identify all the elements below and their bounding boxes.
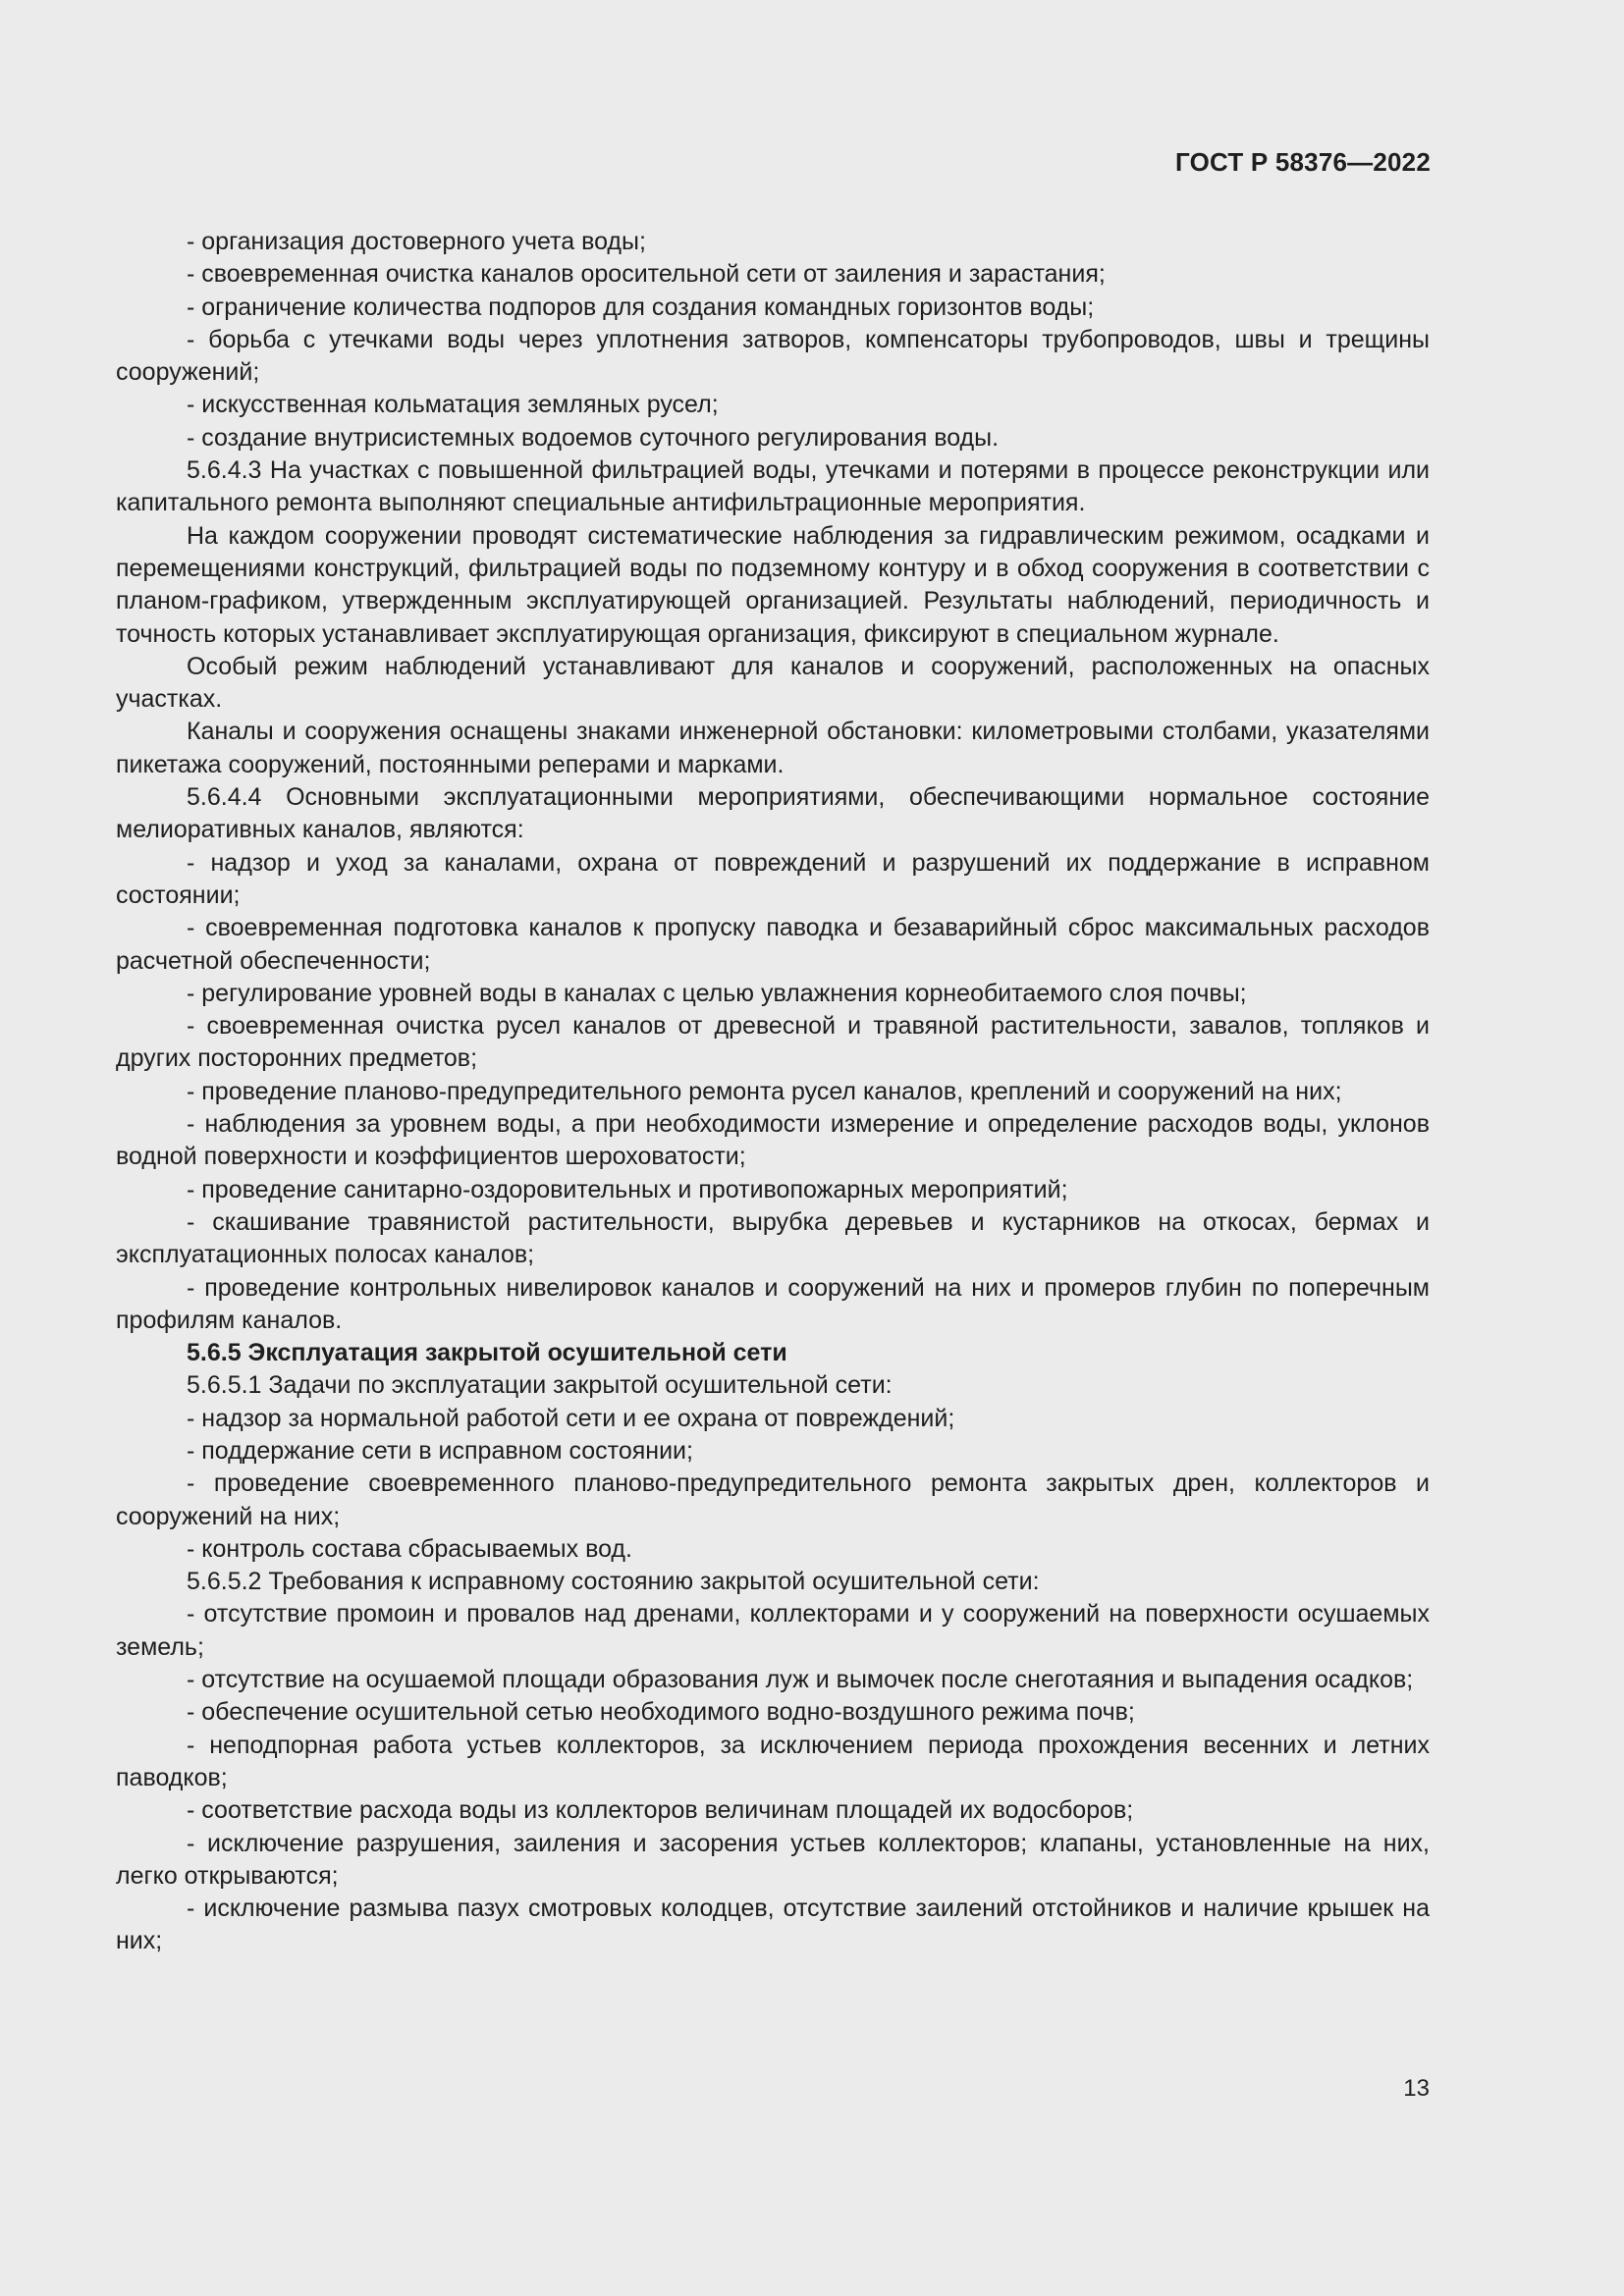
list-item: - надзор за нормальной работой сети и ее охрана от повреждений; — [187, 1404, 955, 1432]
list-item: - исключение разрушения, заиления и засорения устьев коллекторов; клапаны, установленные на них, легко открываются; — [116, 1829, 1430, 1890]
list-item: - отсутствие промоин и провалов над дренами, коллекторами и у сооружений на поверхности осушаемых земель; — [116, 1600, 1430, 1661]
list-item: - искусственная кольматация земляных русел; — [187, 391, 719, 419]
body-paragraph: 5.6.4.3 На участках с повышенной фильтрацией воды, утечками и потерями в процессе реконструкции или капитального ремонта выполняют специальные антифильтрационные мероприятия. — [116, 456, 1430, 517]
list-item: - контроль состава сбрасываемых вод. — [187, 1534, 632, 1563]
list-item: - ограничение количества подпоров для создания командных горизонтов воды; — [187, 293, 1095, 321]
list-item: - проведение планово-предупредительного ремонта русел каналов, креплений и сооружений на них; — [187, 1077, 1342, 1105]
body-paragraph: 5.6.5.2 Требования к исправному состоянию закрытой осушительной сети: — [187, 1568, 1040, 1596]
list-item: - обеспечение осушительной сетью необходимого водно-воздушного режима почв; — [187, 1698, 1135, 1727]
list-item: - борьба с утечками воды через уплотнения затворов, компенсаторы трубопроводов, швы и трещины сооружений; — [116, 325, 1430, 387]
list-item: - своевременная очистка каналов оросительной сети от заиления и зарастания; — [187, 260, 1106, 289]
body-paragraph: 5.6.5.1 Задачи по эксплуатации закрытой осушительной сети: — [187, 1371, 893, 1400]
list-item: - создание внутрисистемных водоемов суточного регулирования воды. — [187, 423, 1000, 452]
document-code-header: ГОСТ Р 58376—2022 — [1175, 147, 1431, 177]
list-item: - надзор и уход за каналами, охрана от повреждений и разрушений их поддержание в исправном состоянии; — [116, 848, 1430, 909]
list-item: - соответствие расхода воды из коллекторов величинам площадей их водосборов; — [187, 1796, 1134, 1825]
list-item: - проведение санитарно-оздоровительных и противопожарных мероприятий; — [187, 1175, 1068, 1203]
list-item: - проведение своевременного планово-предупредительного ремонта закрытых дрен, коллекторов и сооружений на них; — [116, 1469, 1430, 1530]
list-item: - проведение контрольных нивелировок каналов и сооружений на них и промеров глубин по поперечным профилям каналов. — [116, 1273, 1430, 1334]
list-item: - поддержание сети в исправном состоянии; — [187, 1436, 693, 1465]
body-paragraph: На каждом сооружении проводят систематические наблюдения за гидравлическим режимом, осадками и перемещениями конструкций, фильтрацией воды по подземному контуру и в обход сооружения в соответствии с планом-графиком, утвержденным эксплуатирующей организацией. Результаты наблюдений, периодичность и точность которых устанавливает эксплуатирующая организация, фиксируют в специальном журнале. — [116, 521, 1430, 648]
list-item: - скашивание травянистой растительности, вырубка деревьев и кустарников на откосах, бермах и эксплуатационных полосах каналов; — [116, 1207, 1430, 1269]
body-paragraph: Каналы и сооружения оснащены знаками инженерной обстановки: километровыми столбами, указателями пикетажа сооружений, постоянными реперами и марками. — [116, 718, 1430, 778]
section-heading: 5.6.5 Эксплуатация закрытой осушительной сети — [187, 1339, 787, 1367]
document-body — [116, 226, 1430, 1958]
body-paragraph: 5.6.4.4 Основными эксплуатационными мероприятиями, обеспечивающими нормальное состояние мелиоративных каналов, являются: — [116, 783, 1430, 844]
list-item: - организация достоверного учета воды; — [187, 228, 646, 255]
list-item: - своевременная подготовка каналов к пропуску паводка и безаварийный сброс максимальных расходов расчетной обеспеченности; — [116, 914, 1430, 975]
list-item: - неподпорная работа устьев коллекторов, за исключением периода прохождения весенних и летних паводков; — [116, 1731, 1430, 1791]
list-item: - регулирование уровней воды в каналах с целью увлажнения корнеобитаемого слоя почвы; — [187, 979, 1247, 1007]
list-item: - исключение размыва пазух смотровых колодцев, отсутствие заилений отстойников и наличие крышек на них; — [116, 1895, 1430, 1955]
body-paragraph: Особый режим наблюдений устанавливают для каналов и сооружений, расположенных на опасных участках. — [116, 652, 1430, 714]
list-item: - наблюдения за уровнем воды, а при необходимости измерение и определение расходов воды, уклонов водной поверхности и коэффициентов шероховатости; — [116, 1110, 1430, 1171]
list-item: - отсутствие на осушаемой площади образования луж и вымочек после снеготаяния и выпадения осадков; — [187, 1666, 1414, 1694]
list-item: - своевременная очистка русел каналов от древесной и травяной растительности, завалов, топляков и других посторонних предметов; — [116, 1012, 1430, 1073]
page-number: 13 — [1403, 2075, 1430, 2102]
